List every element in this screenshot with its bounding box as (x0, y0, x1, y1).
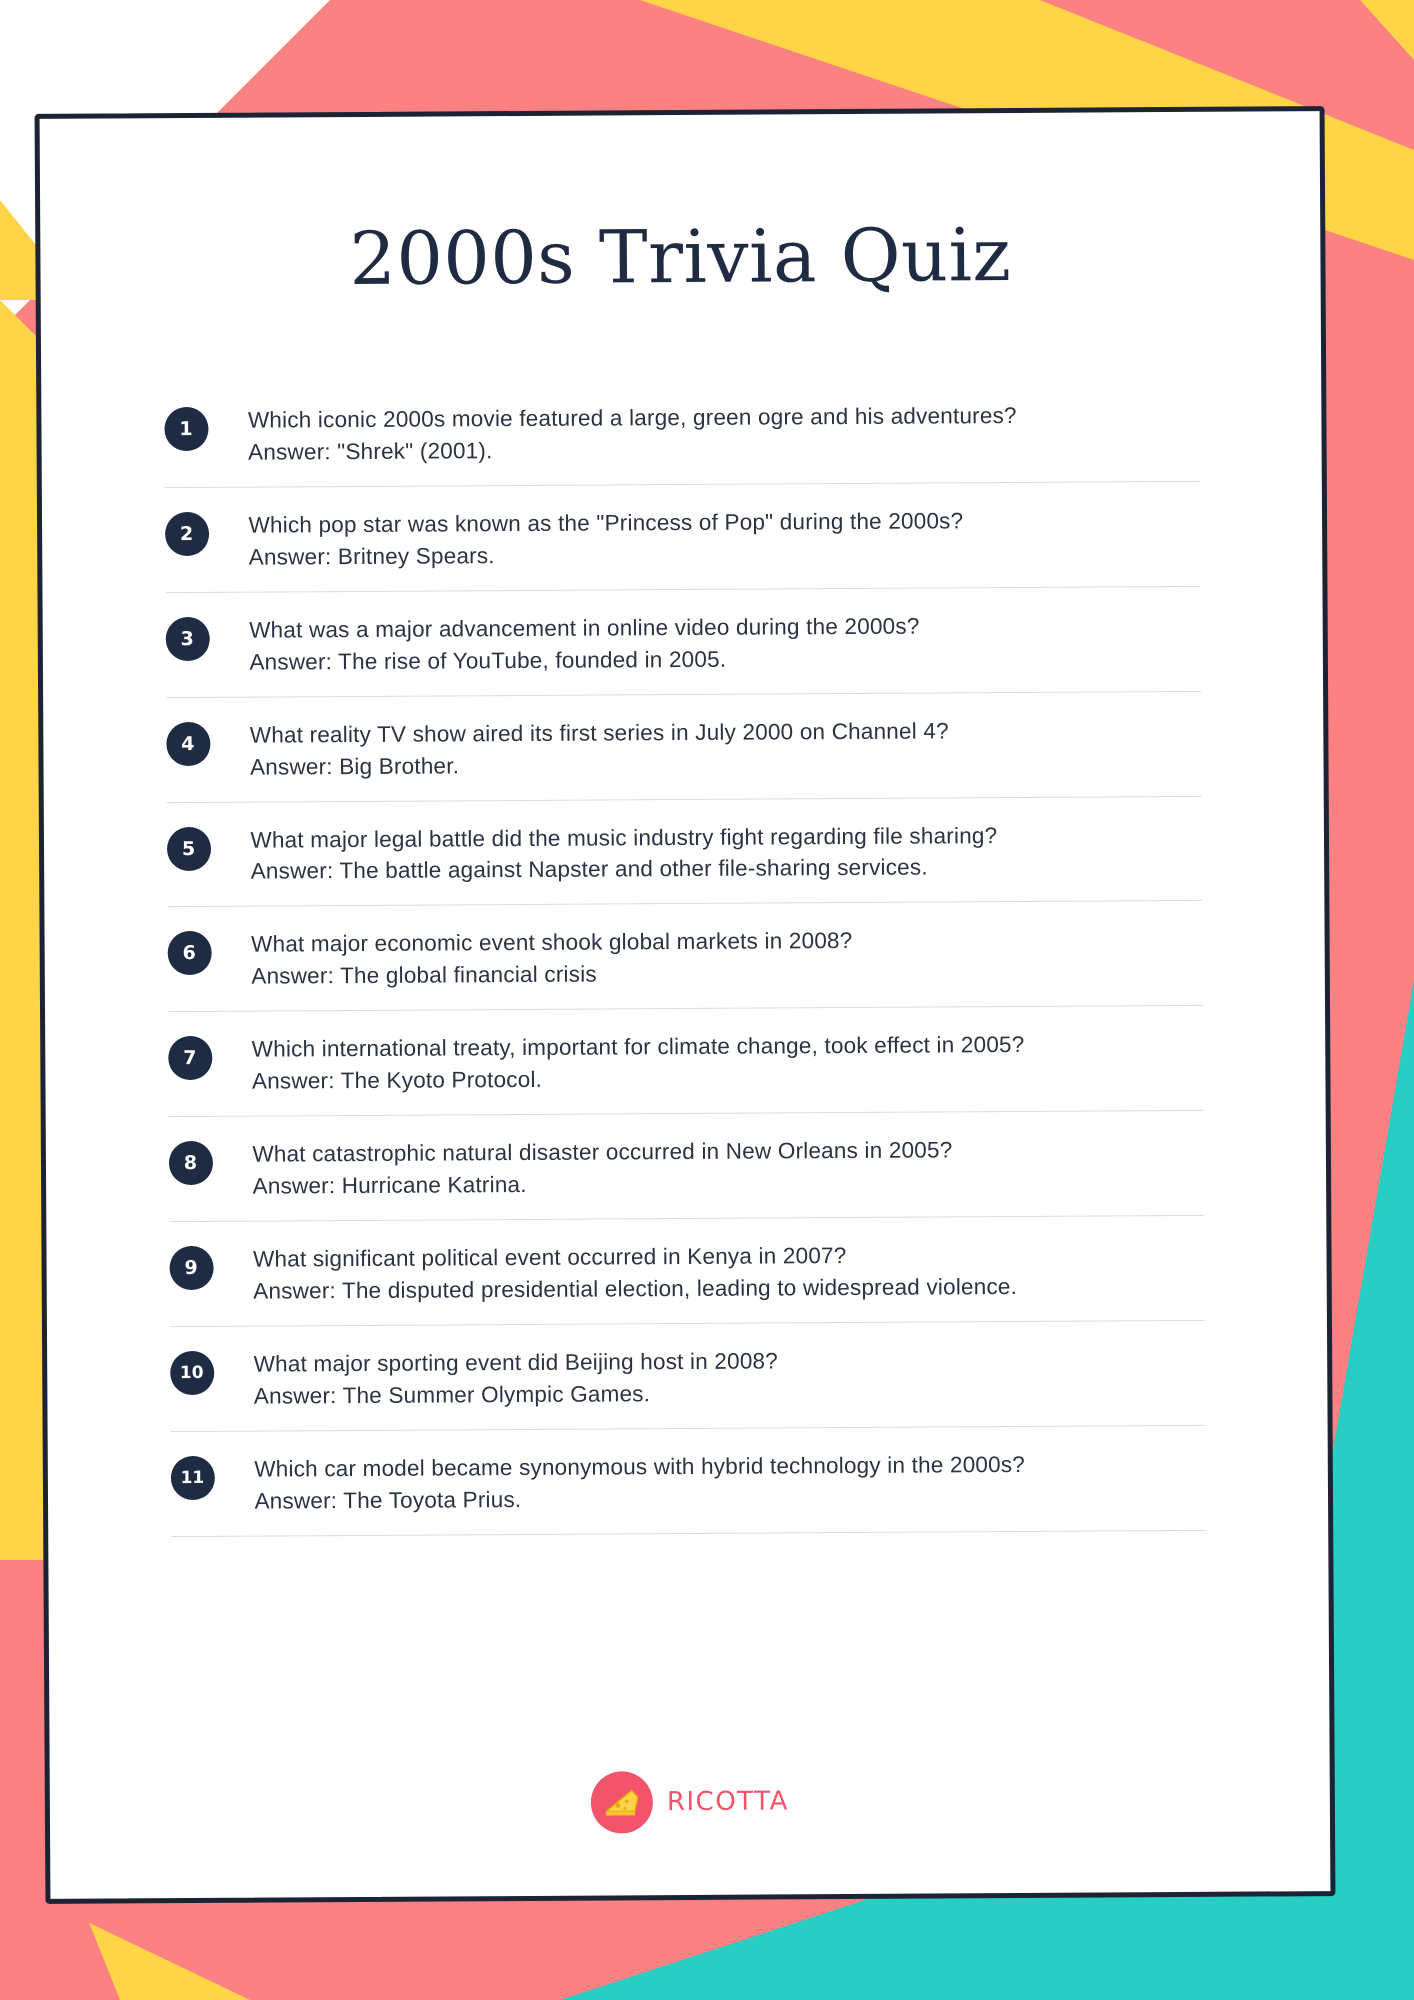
question-prompt: What was a major advancement in online video during the 2000s? (249, 613, 920, 643)
question-text-block (251, 919, 1202, 993)
question-answer: Answer: The Kyoto Protocol. (251, 1067, 543, 1094)
question-prompt: Which pop star was known as the "Princess of Pop" during the 2000s? (248, 508, 964, 538)
question-text-block (253, 1234, 1204, 1308)
question-text-block (248, 395, 1199, 469)
question-number-badge: 9 (169, 1246, 213, 1290)
quiz-item (166, 795, 1202, 906)
cheese-wedge-glyph (602, 1785, 642, 1819)
question-answer: Answer: The Summer Olympic Games. (253, 1381, 651, 1409)
cheese-wedge-icon (591, 1771, 653, 1833)
question-text-block (248, 500, 1199, 574)
quiz-item (170, 1425, 1206, 1536)
question-number-badge: 7 (168, 1036, 212, 1080)
question-answer: Answer: Big Brother. (249, 752, 460, 780)
question-answer: Answer: Hurricane Katrina. (252, 1172, 527, 1199)
question-number-badge: 1 (164, 407, 208, 451)
question-prompt: What major economic event shook global markets in 2008? (251, 928, 853, 958)
question-prompt: Which car model became synonymous with hybrid technology in the 2000s? (254, 1451, 1026, 1482)
quiz-item (167, 900, 1203, 1011)
question-text-block (249, 605, 1200, 679)
question-text-block (254, 1339, 1205, 1413)
question-number-badge: 4 (166, 722, 210, 766)
question-number-badge: 2 (164, 512, 208, 556)
question-answer: Answer: The global financial crisis (251, 961, 597, 989)
quiz-question-list (164, 377, 1206, 1538)
question-text-block (250, 814, 1201, 888)
brand-footer (50, 1767, 1330, 1837)
question-answer: Answer: The Toyota Prius. (254, 1486, 522, 1514)
question-number-badge: 3 (165, 617, 209, 661)
question-number-badge: 5 (166, 826, 210, 870)
question-text-block (252, 1024, 1203, 1098)
question-prompt: What major sporting event did Beijing host in 2008? (253, 1348, 779, 1377)
question-prompt: Which iconic 2000s movie featured a large, green ogre and his adventures? (247, 402, 1017, 433)
page-title: 2000s Trivia Quiz (349, 212, 1012, 303)
quiz-item (165, 586, 1201, 697)
question-answer: Answer: The disputed presidential election, leading to widespread violence. (253, 1273, 1018, 1304)
question-answer: Answer: "Shrek" (2001). (248, 438, 493, 465)
question-number-badge: 10 (170, 1351, 214, 1395)
brand-name: RICOTTA (666, 1786, 789, 1818)
question-number-badge: 11 (170, 1456, 214, 1500)
quiz-item (164, 481, 1200, 592)
quiz-item (164, 377, 1200, 487)
question-text-block (250, 709, 1201, 783)
question-text-block (252, 1129, 1203, 1203)
quiz-sheet (35, 106, 1336, 1904)
quiz-item (169, 1320, 1205, 1431)
question-answer: Answer: Britney Spears. (248, 542, 495, 570)
question-prompt: Which international treaty, important for climate change, took effect in 2005? (251, 1032, 1025, 1062)
question-prompt: What catastrophic natural disaster occurred in New Orleans in 2005? (252, 1137, 953, 1167)
question-number-badge: 8 (168, 1141, 212, 1185)
question-prompt: What major legal battle did the music industry fight regarding file sharing? (250, 822, 998, 853)
quiz-item (168, 1110, 1204, 1221)
question-prompt: What reality TV show aired its first series in July 2000 on Channel 4? (249, 718, 949, 748)
question-answer: Answer: The rise of YouTube, founded in 2005. (249, 646, 727, 675)
question-number-badge: 6 (167, 931, 211, 975)
question-answer: Answer: The battle against Napster and other file-sharing services. (250, 854, 928, 885)
question-prompt: What significant political event occurred in Kenya in 2007? (252, 1243, 847, 1272)
question-text-block (254, 1444, 1205, 1518)
quiz-item (168, 1005, 1204, 1116)
quiz-item (169, 1215, 1205, 1326)
quiz-item (166, 690, 1202, 801)
